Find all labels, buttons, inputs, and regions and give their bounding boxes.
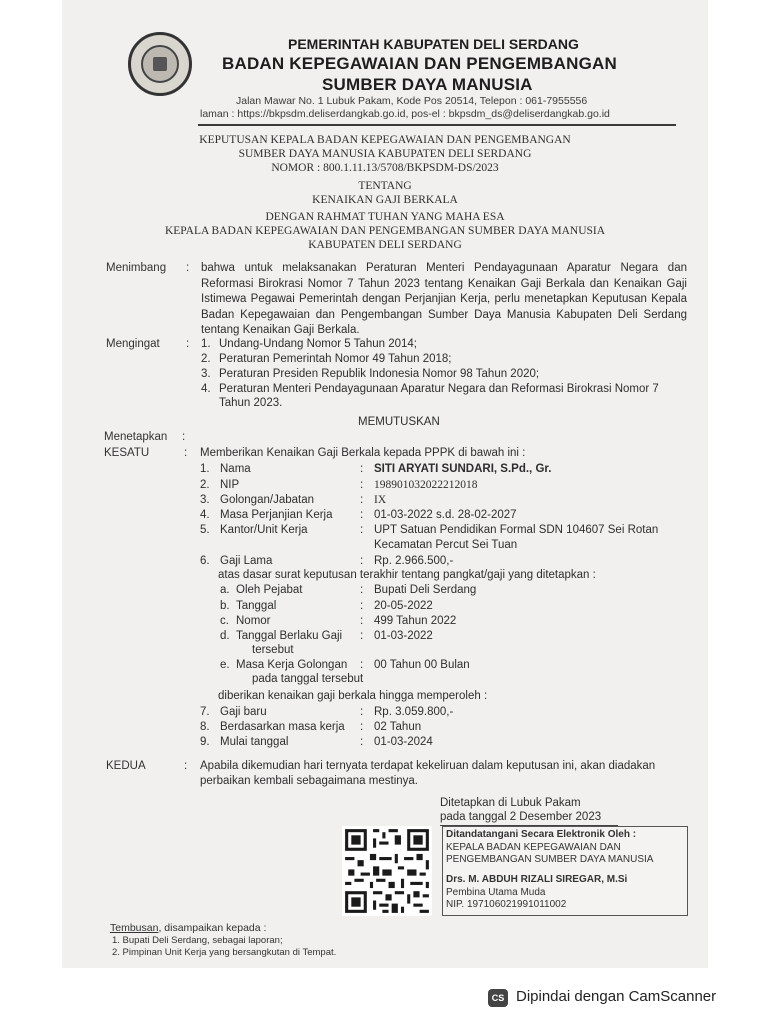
new-colon-8: :: [360, 721, 364, 733]
camscanner-text: Dipindai dengan CamScanner: [516, 988, 717, 1005]
tembusan-heading: [110, 922, 266, 934]
sub-letter-e: e.: [220, 659, 230, 671]
mengingat-num-2: 2.: [201, 353, 211, 365]
header-address: Jalan Mawar No. 1 Lubuk Pakam, Kode Pos 20514, Telepon : 061-7955556: [236, 95, 588, 107]
camscanner-logo-icon: CS: [488, 989, 508, 1007]
tembusan-heading-rest: , disampaikan kepada :: [158, 922, 267, 934]
menetapkan-colon: :: [182, 431, 186, 443]
field-num-3: 3.: [200, 494, 210, 506]
menetapkan-label: Menetapkan: [104, 431, 168, 443]
kesatu-intro: Memberikan Kenaikan Gaji Berkala kepada PPPK di bawah ini :: [200, 447, 526, 459]
ditetapkan-place: Ditetapkan di Lubuk Pakam: [440, 797, 581, 809]
mengingat-item-4-cont: Tahun 2023.: [219, 397, 283, 409]
header-government: PEMERINTAH KABUPATEN DELI SERDANG: [288, 36, 579, 52]
field-label-gaji-lama: Gaji Lama: [220, 555, 273, 567]
sub-value-masa-kerja: 00 Tahun 00 Bulan: [374, 659, 470, 671]
field-label-nama: Nama: [220, 463, 251, 475]
signature-position-line2: PENGEMBANGAN SUMBER DAYA MANUSIA: [446, 854, 654, 865]
qr-code-icon: [342, 826, 432, 916]
decree-title-line2: SUMBER DAYA MANUSIA KABUPATEN DELI SERDANG: [238, 148, 532, 160]
menimbang-colon: :: [186, 262, 190, 274]
new-num-9: 9.: [200, 736, 210, 748]
new-colon-9: :: [360, 736, 364, 748]
sub-value-tanggal: 20-05-2022: [374, 600, 433, 612]
signature-position-line1: KEPALA BADAN KEPEGAWAIAN DAN: [446, 842, 621, 853]
tembusan-item-1: 1. Bupati Deli Serdang, sebagai laporan;: [112, 935, 283, 946]
tembusan-heading-underlined: Tembusan: [110, 922, 159, 934]
field-label-golongan: Golongan/Jabatan: [220, 494, 314, 506]
kesatu-colon: :: [184, 447, 188, 459]
mengingat-item-3: Peraturan Presiden Republik Indonesia Nomor 98 Tahun 2020;: [219, 368, 540, 380]
new-value-masa-kerja: 02 Tahun: [374, 721, 422, 733]
sub-value-tanggal-berlaku: 01-03-2022: [374, 630, 433, 642]
header-agency-line2: SUMBER DAYA MANUSIA: [322, 75, 533, 94]
sub-label-tanggal: Tanggal: [236, 600, 277, 612]
sub-letter-c: c.: [220, 615, 229, 627]
mengingat-num-1: 1.: [201, 338, 211, 350]
tentang-label: TENTANG: [358, 180, 412, 192]
field-value-nip: 198901032022212018: [374, 479, 478, 491]
new-label-masa-kerja: Berdasarkan masa kerja: [220, 721, 345, 733]
new-num-8: 8.: [200, 721, 210, 733]
sub-letter-a: a.: [220, 584, 230, 596]
mengingat-item-1: Undang-Undang Nomor 5 Tahun 2014;: [219, 338, 417, 350]
sub-label-masa-kerja: Masa Kerja Golongan: [236, 659, 348, 671]
kedua-text-line1: Apabila dikemudian hari ternyata terdapat kekeliruan dalam keputusan ini, akan diadakan: [200, 760, 656, 772]
new-colon-7: :: [360, 706, 364, 718]
sub-value-nomor: 499 Tahun 2022: [374, 615, 457, 627]
header-contact: laman : https://bkpsdm.deliserdangkab.go.id, pos-el : bkpsdm_ds@deliserdangkab.go.id: [200, 108, 610, 120]
regency-seal-icon: [128, 32, 192, 96]
field-value-kantor-line2: Kecamatan Percut Sei Tuan: [374, 539, 518, 551]
signer-rank: Pembina Utama Muda: [446, 887, 546, 898]
decree-title-line1: KEPUTUSAN KEPALA BADAN KEPEGAWAIAN DAN PENGEMBANGAN: [199, 134, 571, 146]
signature-heading: Ditandatangani Secara Elektronik Oleh :: [446, 829, 637, 840]
signer-name: Drs. M. ABDUH RIZALI SIREGAR, M.Si: [446, 874, 628, 885]
sub-value-oleh-pejabat: Bupati Deli Serdang: [374, 584, 477, 596]
mengingat-num-3: 3.: [201, 368, 211, 380]
field-value-nama: SITI ARYATI SUNDARI, S.Pd., Gr.: [374, 463, 552, 475]
menimbang-text: bahwa untuk melaksanakan Peraturan Menteri Pendayagunaan Aparatur Negara dan Reformasi Birokrasi Nomor 7 Tahun 2023 tentang Kenaikan Gaji Berkala dan Kenaikan Gaji Istimewa Pegawai Pemerintah dengan Perjanjian Kerja, perlu menetapkan Keputusan Kepala Badan Kepegawaian dan Pengembangan Sumber Daya Manusia Kabupaten Deli Serdang tentang Kenaikan Gaji Berkala.: [201, 262, 687, 336]
sub-label-tanggal-berlaku-cont: tersebut: [252, 644, 294, 656]
field-colon-4: :: [360, 509, 364, 521]
field-label-masa-perjanjian: Masa Perjanjian Kerja: [220, 509, 333, 521]
memutuskan-heading: MEMUTUSKAN: [358, 416, 440, 428]
menimbang-label: Menimbang: [106, 262, 167, 274]
mengingat-num-4: 4.: [201, 383, 211, 395]
new-label-mulai-tanggal: Mulai tanggal: [220, 736, 289, 748]
field-label-nip: NIP: [220, 479, 240, 491]
letterhead-divider: [198, 124, 676, 126]
mengingat-item-4: Peraturan Menteri Pendayagunaan Aparatur Negara dan Reformasi Birokrasi Nomor 7: [219, 383, 659, 395]
field-colon-1: :: [360, 463, 364, 475]
field-colon-5: :: [360, 524, 364, 536]
sub-letter-d: d.: [220, 630, 230, 642]
decree-number: NOMOR : 800.1.11.13/5708/BKPSDM-DS/2023: [271, 162, 499, 174]
kedua-label: KEDUA: [106, 760, 146, 772]
sub-colon-d: :: [360, 630, 364, 642]
field-num-6: 6.: [200, 555, 210, 567]
sub-letter-b: b.: [220, 600, 230, 612]
field-num-1: 1.: [200, 463, 210, 475]
field-value-masa-perjanjian: 01-03-2022 s.d. 28-02-2027: [374, 509, 517, 521]
mengingat-label: Mengingat: [106, 338, 160, 350]
atas-dasar-text: atas dasar surat keputusan terakhir tentang pangkat/gaji yang ditetapkan :: [218, 569, 596, 581]
field-label-kantor: Kantor/Unit Kerja: [220, 524, 308, 536]
camscanner-watermark: [472, 980, 768, 1016]
new-value-mulai-tanggal: 01-03-2024: [374, 736, 433, 748]
kepala-line1: KEPALA BADAN KEPEGAWAIAN DAN PENGEMBANGAN SUMBER DAYA MANUSIA: [164, 225, 606, 237]
sub-label-nomor: Nomor: [236, 615, 271, 627]
new-label-gaji-baru: Gaji baru: [220, 706, 267, 718]
signer-nip: NIP. 197106021991011002: [446, 899, 567, 910]
ditetapkan-date: pada tanggal 2 Desember 2023: [440, 811, 602, 823]
decree-subject: KENAIKAN GAJI BERKALA: [312, 194, 458, 206]
sub-label-masa-kerja-cont: pada tanggal tersebut: [252, 673, 364, 685]
field-value-gaji-lama: Rp. 2.966.500,-: [374, 555, 454, 567]
field-num-4: 4.: [200, 509, 210, 521]
sub-colon-e: :: [360, 659, 364, 671]
field-num-5: 5.: [200, 524, 210, 536]
rahmat-line: DENGAN RAHMAT TUHAN YANG MAHA ESA: [265, 211, 505, 223]
field-colon-2: :: [360, 479, 364, 491]
sub-label-oleh-pejabat: Oleh Pejabat: [236, 584, 303, 596]
kepala-line2: KABUPATEN DELI SERDANG: [308, 239, 462, 251]
sub-colon-a: :: [360, 584, 364, 596]
sub-colon-c: :: [360, 615, 364, 627]
new-num-7: 7.: [200, 706, 210, 718]
mengingat-item-2: Peraturan Pemerintah Nomor 49 Tahun 2018;: [219, 353, 452, 365]
field-value-kantor: UPT Satuan Pendidikan Formal SDN 104607 Sei Rotan: [374, 524, 659, 536]
field-num-2: 2.: [200, 479, 210, 491]
sub-colon-b: :: [360, 600, 364, 612]
mengingat-colon: :: [186, 338, 190, 350]
kesatu-label: KESATU: [104, 447, 150, 459]
new-value-gaji-baru: Rp. 3.059.800,-: [374, 706, 454, 718]
kedua-colon: :: [184, 760, 188, 772]
diberikan-text: diberikan kenaikan gaji berkala hingga memperoleh :: [218, 690, 488, 702]
field-colon-3: :: [360, 494, 364, 506]
field-colon-6: :: [360, 555, 364, 567]
kedua-text-line2: perbaikan kembali sebagaimana mestinya.: [200, 775, 418, 787]
sub-label-tanggal-berlaku: Tanggal Berlaku Gaji: [236, 630, 343, 642]
tembusan-item-2: 2. Pimpinan Unit Kerja yang bersangkutan di Tempat.: [112, 947, 337, 958]
field-value-golongan: IX: [374, 494, 387, 506]
header-agency-line1: BADAN KEPEGAWAIAN DAN PENGEMBANGAN: [222, 54, 617, 73]
